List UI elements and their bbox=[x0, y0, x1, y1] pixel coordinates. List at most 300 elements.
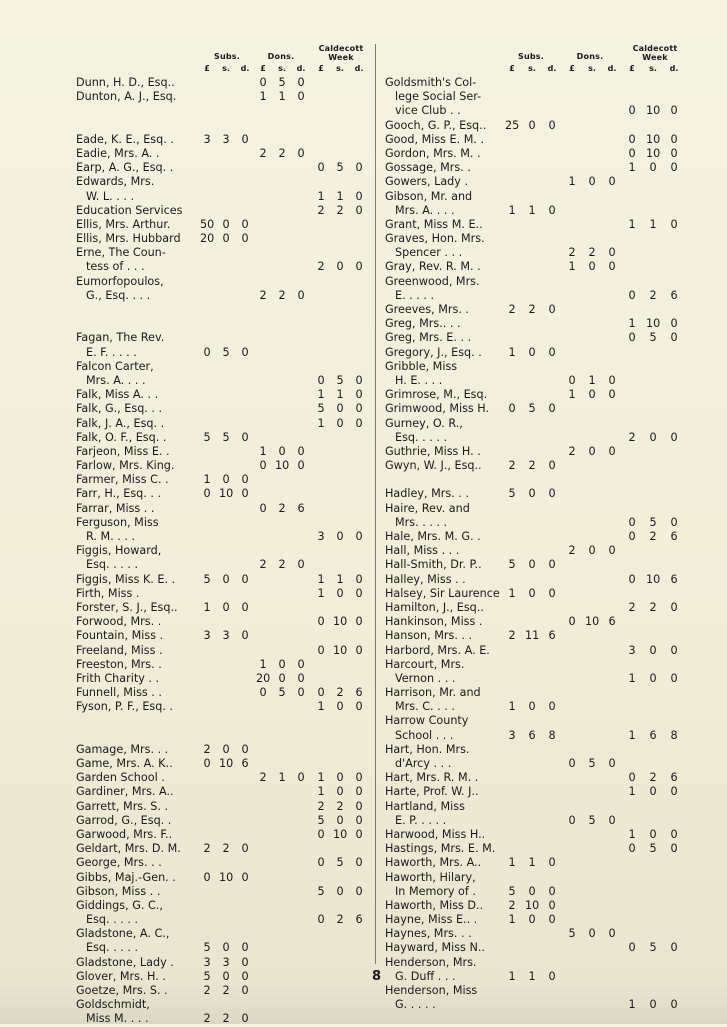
pence: 0 bbox=[241, 629, 249, 643]
pounds: 2 bbox=[628, 600, 636, 614]
pence: 0 bbox=[608, 757, 616, 770]
shillings: 0 bbox=[278, 444, 286, 458]
pence: 0 bbox=[241, 742, 249, 756]
subscriber-name: Fyson, P. F., Esq. . bbox=[76, 700, 173, 714]
pence: 0 bbox=[355, 615, 363, 629]
subscriber-name: In Memory of . bbox=[395, 884, 476, 898]
pence: 0 bbox=[670, 600, 678, 614]
pence: 0 bbox=[670, 331, 678, 345]
subscriber-name: Falk, G., Esq. . . bbox=[76, 402, 163, 416]
shillings: 10 bbox=[275, 459, 290, 473]
subscriber-name: Greg, Mrs.. . . bbox=[385, 317, 461, 331]
table-row bbox=[76, 856, 366, 870]
pounds: 0 bbox=[628, 288, 636, 302]
subscriber-name: Harte, Prof. W. J.. bbox=[385, 785, 479, 799]
pence: 6 bbox=[670, 771, 678, 785]
subscriber-name: Garwood, Mrs. F.. bbox=[76, 827, 173, 841]
subscriber-name: Falk, Miss A. . . bbox=[76, 388, 159, 402]
pence: 0 bbox=[241, 870, 249, 884]
shillings: 10 bbox=[646, 132, 661, 146]
subscriber-name: Glover, Mrs. H. . bbox=[76, 969, 166, 983]
pounds: 1 bbox=[317, 572, 325, 586]
pence: 0 bbox=[297, 558, 305, 572]
subscriber-name: Miss M. . . . bbox=[86, 1012, 149, 1026]
pounds: 5 bbox=[508, 487, 516, 501]
pounds: 1 bbox=[317, 771, 325, 785]
pounds: 1 bbox=[259, 90, 267, 104]
shillings: 5 bbox=[588, 757, 596, 770]
pounds: 1 bbox=[317, 700, 325, 714]
table-row bbox=[76, 587, 366, 601]
pence: 0 bbox=[670, 161, 678, 175]
pence: 0 bbox=[297, 459, 305, 473]
shillings: 0 bbox=[222, 217, 230, 231]
shillings: 10 bbox=[646, 104, 661, 118]
table-row bbox=[76, 800, 366, 814]
caldecott-week-header: Caldecott Week bbox=[632, 44, 678, 62]
shillings: 0 bbox=[649, 671, 657, 685]
table-row bbox=[385, 800, 695, 814]
table-row bbox=[385, 757, 695, 771]
spacer bbox=[385, 473, 695, 487]
subscriber-name: Mrs. A. . . . bbox=[86, 373, 146, 387]
subscriber-name: Haynes, Mrs. . . bbox=[385, 927, 472, 941]
pence: 0 bbox=[355, 572, 363, 586]
pounds: 5 bbox=[203, 430, 211, 444]
table-row bbox=[76, 984, 366, 998]
table-row bbox=[385, 530, 695, 544]
subscriber-name: Garden School . bbox=[76, 771, 165, 785]
table-row bbox=[385, 686, 695, 700]
subscriber-name: Erne, The Coun- bbox=[76, 246, 166, 260]
shillings: 2 bbox=[278, 146, 286, 160]
pence: 0 bbox=[670, 941, 678, 955]
table-row bbox=[76, 658, 366, 672]
shillings: 10 bbox=[333, 615, 348, 629]
pence: 0 bbox=[241, 842, 249, 856]
pence: 0 bbox=[670, 998, 678, 1012]
pounds: 1 bbox=[508, 856, 516, 870]
pence: 0 bbox=[608, 813, 616, 827]
shillings: 3 bbox=[222, 629, 230, 643]
pence: 6 bbox=[548, 629, 556, 643]
subscriber-name: Gladstone, A. C., bbox=[76, 927, 170, 941]
shillings: 3 bbox=[222, 955, 230, 969]
table-row bbox=[76, 842, 366, 856]
left-column bbox=[76, 40, 366, 1027]
pence: 0 bbox=[241, 345, 249, 359]
shillings: 2 bbox=[222, 1012, 230, 1026]
pounds: 0 bbox=[317, 686, 325, 700]
pence: 0 bbox=[670, 827, 678, 841]
table-row bbox=[76, 346, 366, 360]
pounds: 0 bbox=[628, 146, 636, 160]
table-row bbox=[385, 828, 695, 842]
shillings: 5 bbox=[649, 842, 657, 856]
pounds: 2 bbox=[203, 742, 211, 756]
pounds: 1 bbox=[628, 317, 636, 331]
shillings: 1 bbox=[336, 388, 344, 402]
pence: 0 bbox=[241, 984, 249, 997]
pounds: 2 bbox=[568, 544, 576, 558]
pence: 0 bbox=[241, 487, 249, 501]
pence: 0 bbox=[670, 104, 678, 118]
pence: 6 bbox=[670, 572, 678, 586]
subscriber-name: Eadie, Mrs. A. . bbox=[76, 146, 160, 160]
subscriber-name: Vernon . . . bbox=[395, 671, 456, 685]
subscriber-name: Farrar, Miss . . bbox=[76, 501, 155, 515]
subscriber-name: Gooch, G. P., Esq.. bbox=[385, 118, 487, 132]
pounds: 2 bbox=[568, 444, 576, 458]
shillings: 0 bbox=[336, 586, 344, 600]
pounds: 3 bbox=[203, 629, 211, 643]
column-header: Subs. Dons. Caldecott Week £ s. d. £ s. d. £ s. d. bbox=[76, 40, 366, 76]
table-row bbox=[385, 161, 695, 175]
subscriber-name: Gray, Rev. R. M. . bbox=[385, 260, 481, 274]
table-row bbox=[385, 899, 695, 913]
pounds: 0 bbox=[628, 771, 636, 785]
table-row bbox=[385, 303, 695, 317]
pounds: 2 bbox=[317, 203, 325, 217]
pounds: 0 bbox=[317, 161, 325, 175]
table-row bbox=[385, 331, 695, 345]
pence: 0 bbox=[355, 700, 363, 714]
pounds: 1 bbox=[508, 913, 516, 927]
table-row bbox=[76, 331, 366, 345]
pounds: 1 bbox=[568, 175, 576, 189]
pence: 0 bbox=[241, 572, 249, 586]
shillings: 0 bbox=[336, 530, 344, 543]
pounds: 0 bbox=[628, 132, 636, 146]
pence: 0 bbox=[297, 771, 305, 785]
shillings: 2 bbox=[336, 799, 344, 813]
subscriber-name: Hamilton, J., Esq.. bbox=[385, 600, 484, 614]
pence: 0 bbox=[241, 430, 249, 444]
table-row bbox=[76, 644, 366, 658]
table-row bbox=[385, 771, 695, 785]
subscriber-name: Haire, Rev. and bbox=[385, 501, 470, 515]
pence: 0 bbox=[241, 232, 249, 246]
shillings: 2 bbox=[336, 913, 344, 927]
shillings: 2 bbox=[278, 501, 286, 515]
pounds: 0 bbox=[628, 842, 636, 856]
pounds: 2 bbox=[508, 629, 516, 643]
table-row bbox=[385, 700, 695, 714]
table-row bbox=[385, 289, 695, 303]
subscriber-name: W. L. . . . bbox=[86, 189, 135, 203]
shillings: 5 bbox=[588, 813, 596, 827]
shillings: 5 bbox=[278, 686, 286, 700]
subscriber-name: R. M. . . . bbox=[86, 530, 136, 543]
table-row bbox=[76, 672, 366, 686]
table-row bbox=[76, 402, 366, 416]
subscriber-name: Gossage, Mrs. . bbox=[385, 161, 471, 175]
table-row bbox=[76, 133, 366, 147]
shillings: 0 bbox=[336, 700, 344, 714]
table-row bbox=[385, 445, 695, 459]
pounds: 2 bbox=[317, 260, 325, 274]
pence: 0 bbox=[241, 132, 249, 146]
subscriber-name: Esq. . . . . bbox=[86, 913, 139, 927]
subscriber-name: Hart, Mrs. R. M. . bbox=[385, 771, 479, 785]
pence: 0 bbox=[548, 898, 556, 912]
shillings: 1 bbox=[528, 856, 536, 870]
pounds: 0 bbox=[568, 373, 576, 387]
shillings: 1 bbox=[336, 572, 344, 586]
pence: 0 bbox=[670, 217, 678, 231]
pence: 0 bbox=[355, 189, 363, 203]
table-row bbox=[76, 487, 366, 501]
table-row bbox=[76, 417, 366, 431]
pounds: 1 bbox=[628, 161, 636, 175]
subscriber-name: Eade, K. E., Esq. . bbox=[76, 132, 174, 146]
table-row bbox=[385, 672, 695, 686]
pounds: 2 bbox=[259, 558, 267, 572]
subscriber-name: Hall-Smith, Dr. P.. bbox=[385, 558, 482, 572]
table-row bbox=[385, 459, 695, 473]
pounds: 1 bbox=[628, 827, 636, 841]
pounds: 2 bbox=[203, 842, 211, 856]
table-row bbox=[385, 558, 695, 572]
pounds: 1 bbox=[317, 586, 325, 600]
pounds: 0 bbox=[317, 643, 325, 657]
pence: 0 bbox=[297, 288, 305, 302]
shillings: 0 bbox=[222, 742, 230, 756]
pounds: 2 bbox=[259, 146, 267, 160]
shillings: 0 bbox=[336, 402, 344, 416]
subscriber-name: Greenwood, Mrs. bbox=[385, 274, 480, 288]
table-row bbox=[385, 317, 695, 331]
subscriber-name: Ellis, Mrs. Arthur. bbox=[76, 217, 171, 231]
pounds: 1 bbox=[508, 969, 516, 983]
shillings: 10 bbox=[333, 643, 348, 657]
pence: 0 bbox=[355, 643, 363, 657]
subscriber-name: E. P. . . . . bbox=[395, 813, 447, 827]
shillings: 10 bbox=[646, 146, 661, 160]
shillings: 3 bbox=[222, 132, 230, 146]
table-row bbox=[385, 147, 695, 161]
shillings: 0 bbox=[588, 388, 596, 402]
pence: 0 bbox=[241, 941, 249, 955]
table-row bbox=[385, 502, 695, 516]
table-row bbox=[76, 785, 366, 799]
pounds: 2 bbox=[508, 303, 516, 316]
spacer bbox=[76, 303, 366, 317]
shillings: 10 bbox=[585, 615, 600, 629]
pence: 0 bbox=[670, 317, 678, 331]
table-row bbox=[385, 913, 695, 927]
shillings: 5 bbox=[222, 430, 230, 444]
subscriber-name: Grimrose, M., Esq. bbox=[385, 388, 488, 402]
pounds: 0 bbox=[317, 827, 325, 841]
pounds: 1 bbox=[628, 728, 636, 742]
table-row bbox=[385, 998, 695, 1012]
pounds: 5 bbox=[508, 884, 516, 898]
table-row bbox=[76, 927, 366, 941]
pence: 0 bbox=[670, 671, 678, 685]
subscriber-name: Haworth, Hilary, bbox=[385, 870, 476, 884]
pence: 0 bbox=[548, 203, 556, 217]
table-row bbox=[385, 346, 695, 360]
table-row bbox=[385, 658, 695, 672]
pence: 6 bbox=[241, 757, 249, 770]
subscriber-name: Freeston, Mrs. . bbox=[76, 657, 162, 671]
pounds: 0 bbox=[317, 615, 325, 629]
shillings: 0 bbox=[528, 700, 536, 714]
shillings: 2 bbox=[649, 530, 657, 543]
table-row bbox=[385, 204, 695, 218]
table-row bbox=[385, 615, 695, 629]
pence: 0 bbox=[670, 842, 678, 856]
table-row bbox=[76, 147, 366, 161]
table-row bbox=[385, 629, 695, 643]
pounds: 3 bbox=[203, 132, 211, 146]
table-row bbox=[76, 601, 366, 615]
table-row bbox=[76, 388, 366, 402]
table-row bbox=[76, 76, 366, 90]
shillings: 0 bbox=[649, 785, 657, 799]
table-row bbox=[385, 388, 695, 402]
shillings: 0 bbox=[336, 771, 344, 785]
pounds: 1 bbox=[508, 345, 516, 359]
table-row bbox=[385, 360, 695, 374]
subscriber-name: Gordon, Mrs. M. . bbox=[385, 146, 481, 160]
subscriber-name: Esq. . . . . bbox=[395, 430, 448, 444]
subscriber-name: Gladstone, Lady . bbox=[76, 955, 174, 969]
shillings: 0 bbox=[222, 941, 230, 955]
pence: 0 bbox=[670, 785, 678, 799]
dons-header: Dons. bbox=[576, 52, 604, 61]
spacer bbox=[76, 119, 366, 133]
pounds: 2 bbox=[508, 459, 516, 473]
pence: 6 bbox=[670, 530, 678, 543]
subscriber-name: Gribble, Miss bbox=[385, 359, 458, 373]
subscriber-name: Halley, Miss . . bbox=[385, 572, 466, 586]
shillings: 5 bbox=[336, 373, 344, 387]
shillings: 1 bbox=[278, 771, 286, 785]
subscriber-name: H. E. . . . bbox=[395, 373, 443, 387]
table-row bbox=[76, 431, 366, 445]
subscriber-name: Farjeon, Miss E. . bbox=[76, 444, 170, 458]
shillings: 0 bbox=[336, 785, 344, 799]
pounds: 0 bbox=[259, 686, 267, 700]
shillings: 10 bbox=[219, 487, 234, 501]
table-row bbox=[385, 956, 695, 970]
pounds: 5 bbox=[317, 402, 325, 416]
table-row bbox=[76, 445, 366, 459]
table-row bbox=[76, 757, 366, 771]
subscriber-name: Goldschmidt, bbox=[76, 998, 150, 1012]
table-row bbox=[76, 814, 366, 828]
pence: 0 bbox=[355, 586, 363, 600]
subscriber-name: Goldsmith's Col- bbox=[385, 76, 477, 89]
page-number: 8 bbox=[372, 969, 382, 984]
subscriber-name: Fagan, The Rev. bbox=[76, 331, 165, 345]
table-row bbox=[385, 729, 695, 743]
subscriber-name: George, Mrs. . . bbox=[76, 856, 162, 870]
table-row bbox=[76, 970, 366, 984]
pence: 0 bbox=[297, 146, 305, 160]
shillings: 2 bbox=[336, 203, 344, 217]
table-row bbox=[385, 871, 695, 885]
pounds: 0 bbox=[259, 76, 267, 89]
subscriber-name: Ferguson, Miss bbox=[76, 515, 159, 529]
subscriber-name: Freeland, Miss . bbox=[76, 643, 163, 657]
pounds: 2 bbox=[568, 246, 576, 260]
table-row bbox=[76, 615, 366, 629]
pounds: 0 bbox=[259, 501, 267, 515]
pence: 0 bbox=[548, 558, 556, 572]
subscriber-name: Guthrie, Miss H. . bbox=[385, 444, 481, 458]
spacer bbox=[76, 317, 366, 331]
pounds: 0 bbox=[317, 856, 325, 870]
pence: 0 bbox=[670, 146, 678, 160]
table-row bbox=[76, 175, 366, 189]
table-row bbox=[385, 119, 695, 133]
pounds: 20 bbox=[200, 232, 215, 246]
pence: 0 bbox=[297, 76, 305, 89]
shillings: 1 bbox=[649, 217, 657, 231]
table-row bbox=[76, 161, 366, 175]
table-row bbox=[385, 246, 695, 260]
subscriber-name: Esq. . . . . bbox=[86, 941, 139, 955]
table-row bbox=[76, 516, 366, 530]
subscriber-name: School . . . bbox=[395, 728, 454, 742]
shillings: 2 bbox=[278, 558, 286, 572]
table-row bbox=[76, 90, 366, 104]
shillings: 0 bbox=[222, 572, 230, 586]
subscriber-name: Esq. . . . . bbox=[86, 558, 139, 572]
table-row bbox=[385, 941, 695, 955]
shillings: 2 bbox=[528, 459, 536, 473]
table-row bbox=[385, 260, 695, 274]
pounds: 0 bbox=[628, 941, 636, 955]
pence: 0 bbox=[355, 771, 363, 785]
pence: 0 bbox=[297, 671, 305, 685]
shillings: 0 bbox=[528, 487, 536, 501]
pence: 8 bbox=[548, 728, 556, 742]
shillings: 0 bbox=[528, 118, 536, 132]
pounds: 0 bbox=[203, 757, 211, 770]
caldecott-week-header: Caldecott Week bbox=[318, 44, 364, 62]
shillings: 0 bbox=[649, 430, 657, 444]
subscriber-name: E. . . . . bbox=[395, 288, 435, 302]
pence: 0 bbox=[241, 600, 249, 614]
subscriber-name: Gregory, J., Esq. . bbox=[385, 345, 482, 359]
pence: 0 bbox=[548, 969, 556, 983]
subscriber-name: Harrison, Mr. and bbox=[385, 686, 481, 700]
subscriber-name: Mrs. C. . . . bbox=[395, 700, 455, 714]
pounds: 0 bbox=[203, 345, 211, 359]
pounds: 1 bbox=[628, 217, 636, 231]
subscriber-name: d'Arcy . . . bbox=[395, 757, 452, 770]
subscriber-name: Ellis, Mrs. Hubbard bbox=[76, 232, 181, 246]
table-row bbox=[385, 970, 695, 984]
pounds: 1 bbox=[259, 657, 267, 671]
subscriber-name: G. . . . . bbox=[395, 998, 436, 1012]
shillings: 2 bbox=[649, 600, 657, 614]
shillings: 2 bbox=[336, 686, 344, 700]
pence: 0 bbox=[548, 345, 556, 359]
pence: 0 bbox=[355, 813, 363, 827]
pounds: 0 bbox=[317, 913, 325, 927]
pence: 0 bbox=[548, 118, 556, 132]
subs-header: Subs. bbox=[518, 52, 544, 61]
pounds: 2 bbox=[259, 771, 267, 785]
subscriber-name: Hankinson, Miss . bbox=[385, 615, 483, 629]
shillings: 1 bbox=[588, 373, 596, 387]
subscriber-name: Gowers, Lady . bbox=[385, 175, 469, 189]
